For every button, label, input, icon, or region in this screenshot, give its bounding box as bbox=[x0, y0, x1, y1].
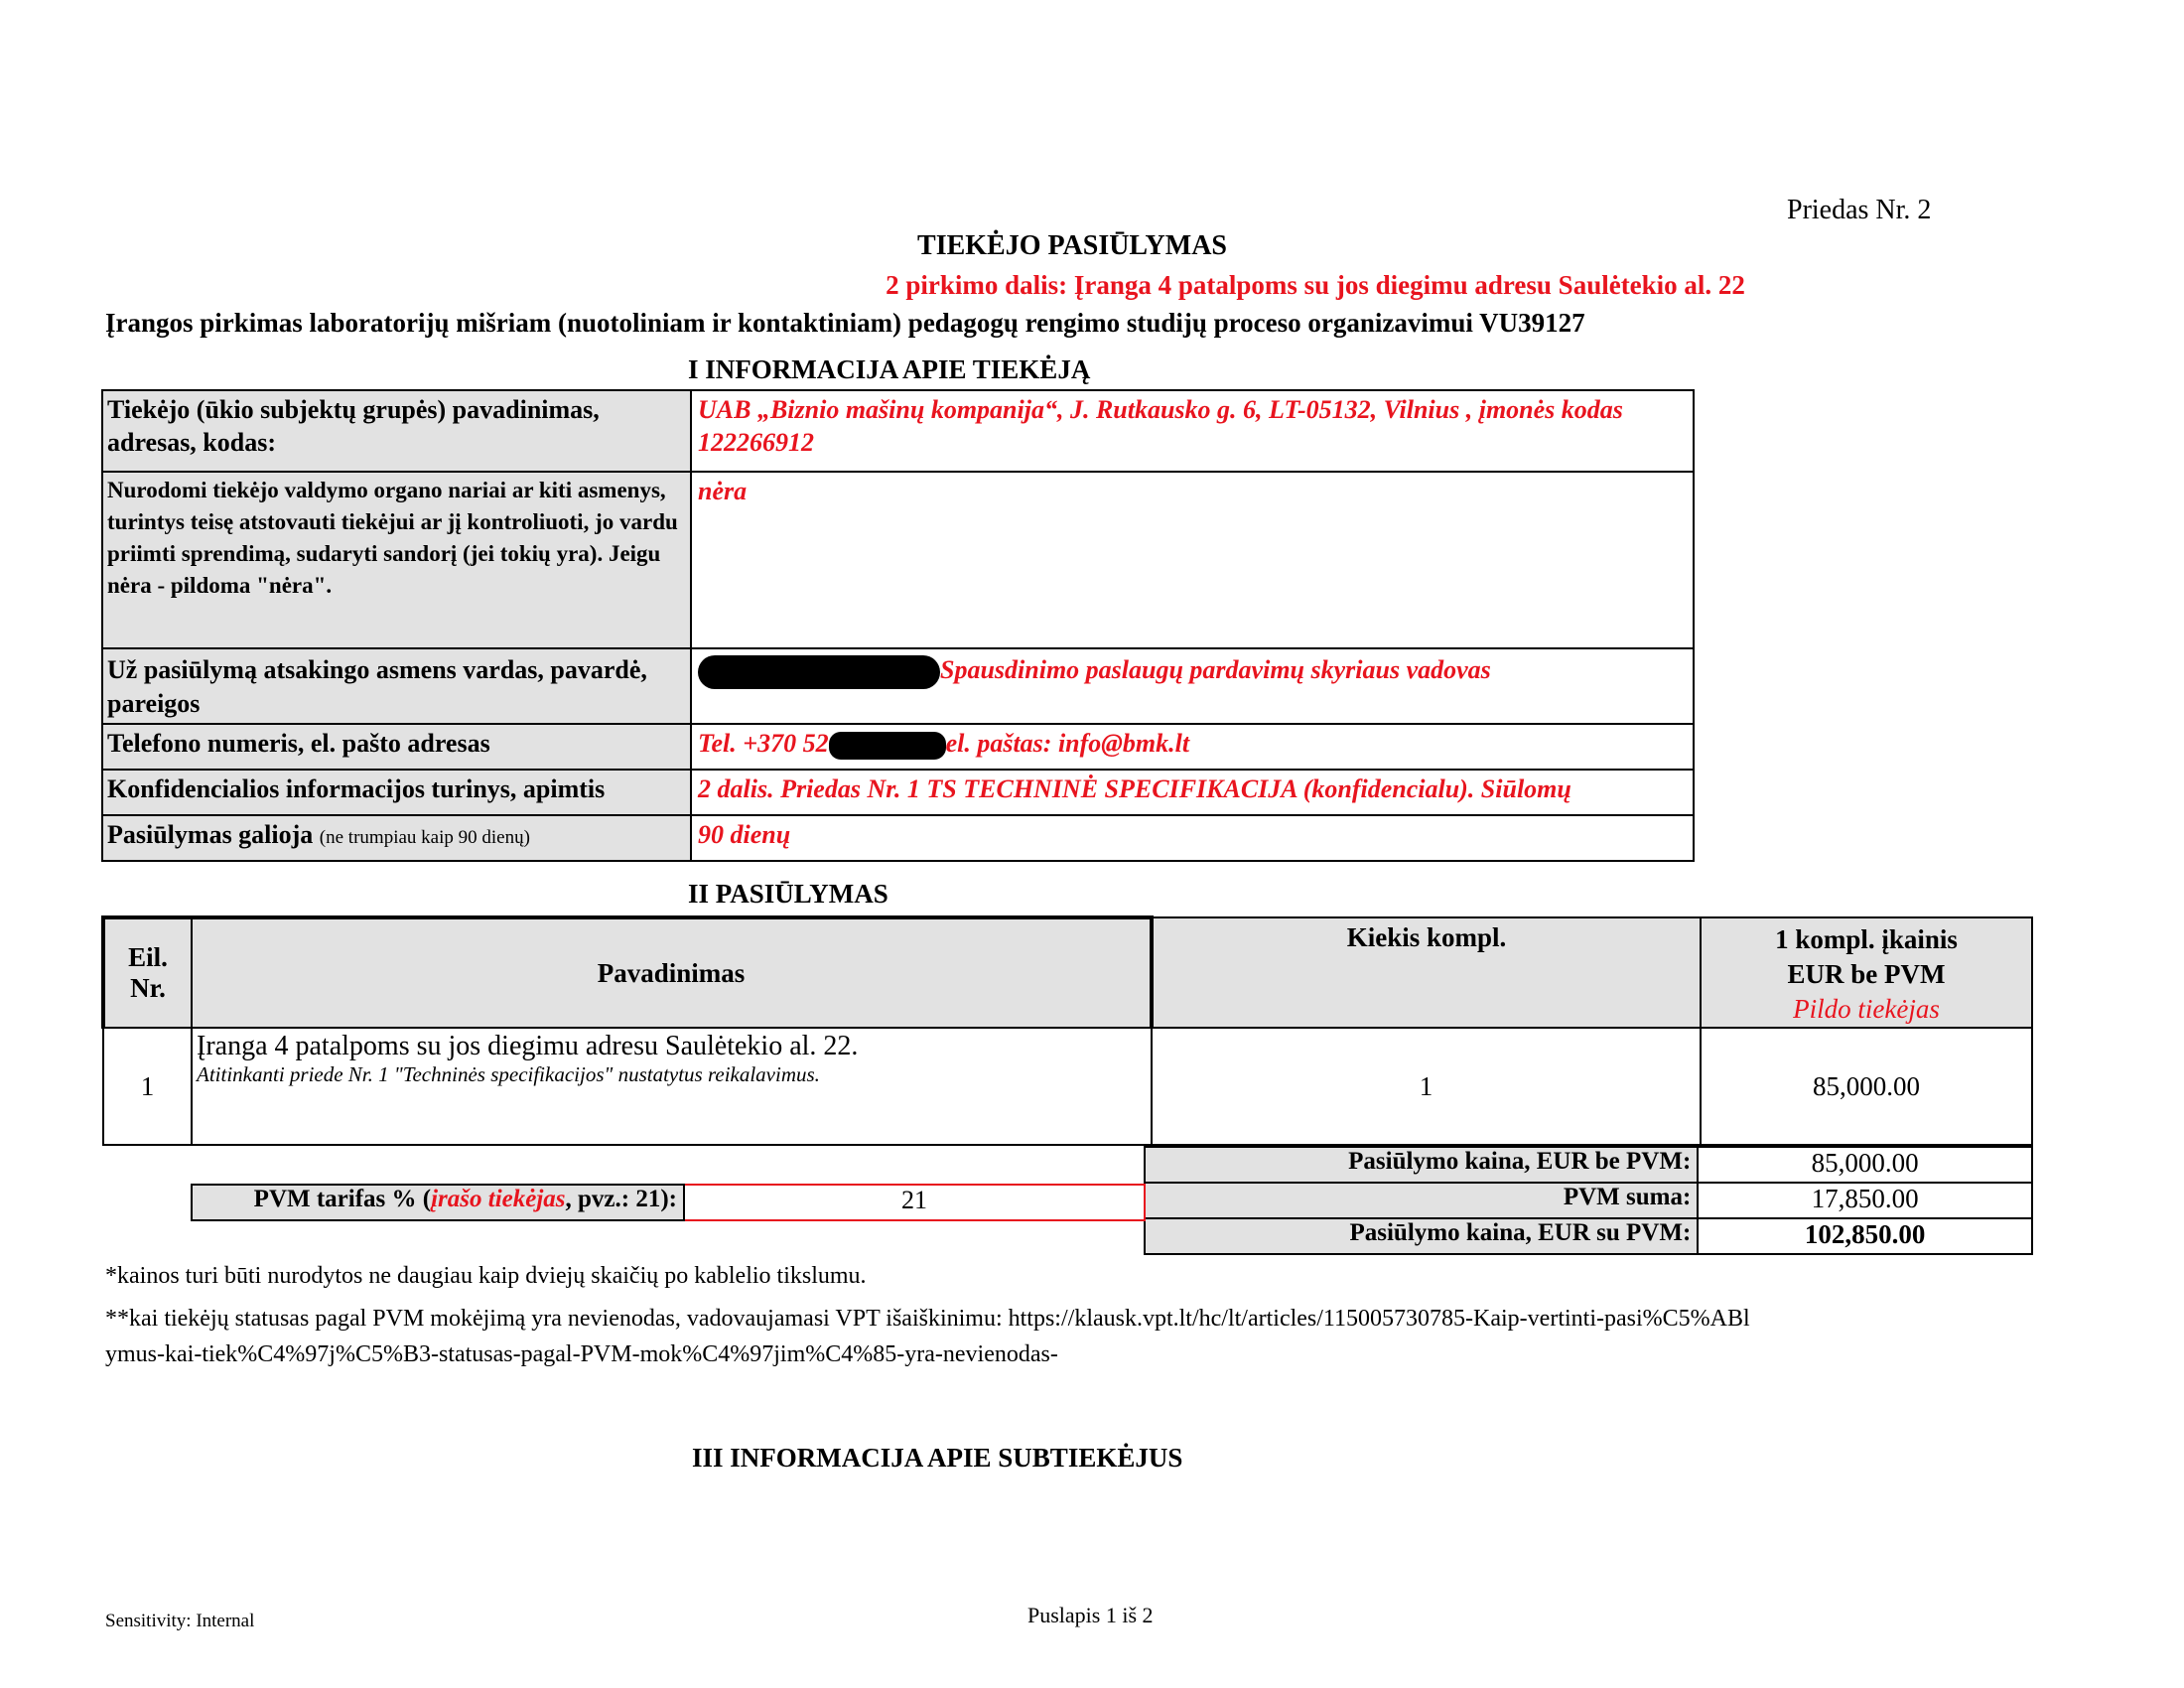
vat-total-value: 17,850.00 bbox=[1698, 1183, 2032, 1218]
col-number-line2: Nr. bbox=[130, 973, 166, 1003]
responsible-value-cell bbox=[691, 648, 1694, 724]
vat-total-row bbox=[1145, 1183, 2032, 1218]
net-total-value: 85,000.00 bbox=[1698, 1147, 2032, 1183]
row-qty: 1 bbox=[1152, 1028, 1701, 1145]
section-2-title: II PASIŪLYMAS bbox=[688, 879, 888, 909]
offer-row bbox=[103, 1028, 2032, 1145]
document-title: TIEKĖJO PASIŪLYMAS bbox=[917, 230, 1227, 261]
footnote-1: *kainos turi būti nurodytos ne daugiau kaip dviejų skaičių po kablelio tikslumu. bbox=[105, 1263, 867, 1289]
management-value: nėra bbox=[691, 472, 1694, 648]
col-price-line2: EUR be PVM bbox=[1787, 959, 1946, 989]
confidential-value: 2 dalis. Priedas Nr. 1 TS TECHNINĖ SPECIFIKACIJA (konfidencialu). Siūlomų bbox=[691, 770, 1694, 815]
validity-label-cell bbox=[102, 815, 691, 861]
vat-rate-input[interactable]: 21 bbox=[684, 1185, 1145, 1220]
row-number: 1 bbox=[103, 1028, 192, 1145]
management-row bbox=[102, 472, 1694, 648]
row-name-cell bbox=[192, 1028, 1152, 1145]
contacts-label: Telefono numeris, el. pašto adresas bbox=[102, 724, 691, 770]
supplier-row bbox=[102, 390, 1694, 472]
sensitivity-label: Sensitivity: Internal bbox=[105, 1611, 255, 1631]
col-price-header bbox=[1701, 917, 2032, 1028]
offer-header-row bbox=[103, 917, 2032, 1028]
vat-rate-label-start: PVM tarifas % ( bbox=[253, 1186, 432, 1212]
annex-number: Priedas Nr. 2 bbox=[1787, 195, 1932, 225]
section-3-title: III INFORMACIJA APIE SUBTIEKĖJUS bbox=[692, 1443, 1183, 1473]
responsible-label: Už pasiūlymą atsakingo asmens vardas, pavardė, pareigos bbox=[102, 648, 691, 724]
confidential-label: Konfidencialios informacijos turinys, apimtis bbox=[102, 770, 691, 815]
col-price-line1: 1 kompl. įkainis bbox=[1775, 924, 1958, 954]
row-price: 85,000.00 bbox=[1701, 1028, 2032, 1145]
section-1-title: I INFORMACIJA APIE TIEKĖJĄ bbox=[688, 354, 1091, 384]
validity-note: (ne trumpiau kaip 90 dienų) bbox=[319, 827, 530, 848]
footnote-2: **kai tiekėjų statusas pagal PVM mokėjimą yra nevienodas, vadovaujamasi VPT išaiškinimu: https://klausk.vpt.lt/hc/lt/articles/115005730785-Kaip-vertinti-pasi%C5%ABlymus-kai-tiek%C4%97j%C5%B3-statusas-pagal-PVM-mok%C4%97jim%C4%85-yra-nevienodas- bbox=[105, 1306, 1750, 1367]
supplier-info-table bbox=[101, 389, 1695, 862]
redaction-mark bbox=[698, 655, 940, 689]
supplier-value: UAB „Biznio mašinų kompanija“, J. Rutkausko g. 6, LT-05132, Vilnius , įmonės kodas 122266912 bbox=[691, 390, 1694, 472]
lot-title: 2 pirkimo dalis: Įranga 4 patalpoms su jos diegimu adresu Saulėtekio al. 22 bbox=[886, 270, 1745, 300]
procurement-title: Įrangos pirkimas laboratorijų mišriam (nuotoliniam ir kontaktiniam) pedagogų rengimo studijų proceso organizavimui VU39127 bbox=[105, 308, 1585, 338]
confidential-row bbox=[102, 770, 1694, 815]
email-value: el. paštas: info@bmk.lt bbox=[945, 729, 1190, 758]
vat-total-label: PVM suma: bbox=[1145, 1183, 1698, 1218]
contacts-value-cell bbox=[691, 724, 1694, 770]
validity-value: 90 dienų bbox=[691, 815, 1694, 861]
col-price-line3: Pildo tiekėjas bbox=[1793, 994, 1940, 1024]
vat-rate-label-end: , pvz.: 21): bbox=[565, 1186, 677, 1212]
supplier-label: Tiekėjo (ūkio subjektų grupės) pavadinimas, adresas, kodas: bbox=[102, 390, 691, 472]
responsible-row bbox=[102, 648, 1694, 724]
responsible-value: Spausdinimo paslaugų pardavimų skyriaus vadovas bbox=[940, 655, 1491, 684]
page-number: Puslapis 1 iš 2 bbox=[1027, 1603, 1154, 1627]
row-note: Atitinkanti priede Nr. 1 "Techninės specifikacijos" nustatytus reikalavimus. bbox=[197, 1062, 820, 1086]
col-qty-header: Kiekis kompl. bbox=[1152, 917, 1701, 1028]
col-number-header bbox=[103, 917, 192, 1028]
validity-label: Pasiūlymas galioja bbox=[107, 820, 314, 849]
gross-total-row bbox=[1145, 1218, 2032, 1254]
net-total-row bbox=[1145, 1147, 2032, 1183]
col-number-line1: Eil. bbox=[128, 942, 168, 972]
phone-value: Tel. +370 52 bbox=[698, 729, 829, 758]
vat-rate-label bbox=[192, 1185, 684, 1220]
validity-row bbox=[102, 815, 1694, 861]
vat-rate-table bbox=[191, 1184, 1146, 1221]
vat-rate-row bbox=[192, 1185, 1145, 1220]
gross-total-value: 102,850.00 bbox=[1698, 1218, 2032, 1254]
col-name-header: Pavadinimas bbox=[192, 917, 1152, 1028]
row-name: Įranga 4 patalpoms su jos diegimu adresu Saulėtekio al. 22. bbox=[197, 1031, 859, 1061]
gross-total-label: Pasiūlymo kaina, EUR su PVM: bbox=[1145, 1218, 1698, 1254]
redaction-mark bbox=[829, 732, 946, 760]
management-label: Nurodomi tiekėjo valdymo organo nariai ar kiti asmenys, turintys teisę atstovauti tiekėjui ar jį kontroliuoti, jo vardu priimti sprendimą, sudaryti sandorį (jei tokių yra). Jeigu nėra - pildoma "nėra". bbox=[102, 472, 691, 648]
net-total-label: Pasiūlymo kaina, EUR be PVM: bbox=[1145, 1147, 1698, 1183]
contacts-row bbox=[102, 724, 1694, 770]
offer-table bbox=[101, 915, 2033, 1146]
vat-rate-label-note: įrašo tiekėjas bbox=[431, 1186, 566, 1212]
totals-table bbox=[1144, 1146, 2033, 1255]
